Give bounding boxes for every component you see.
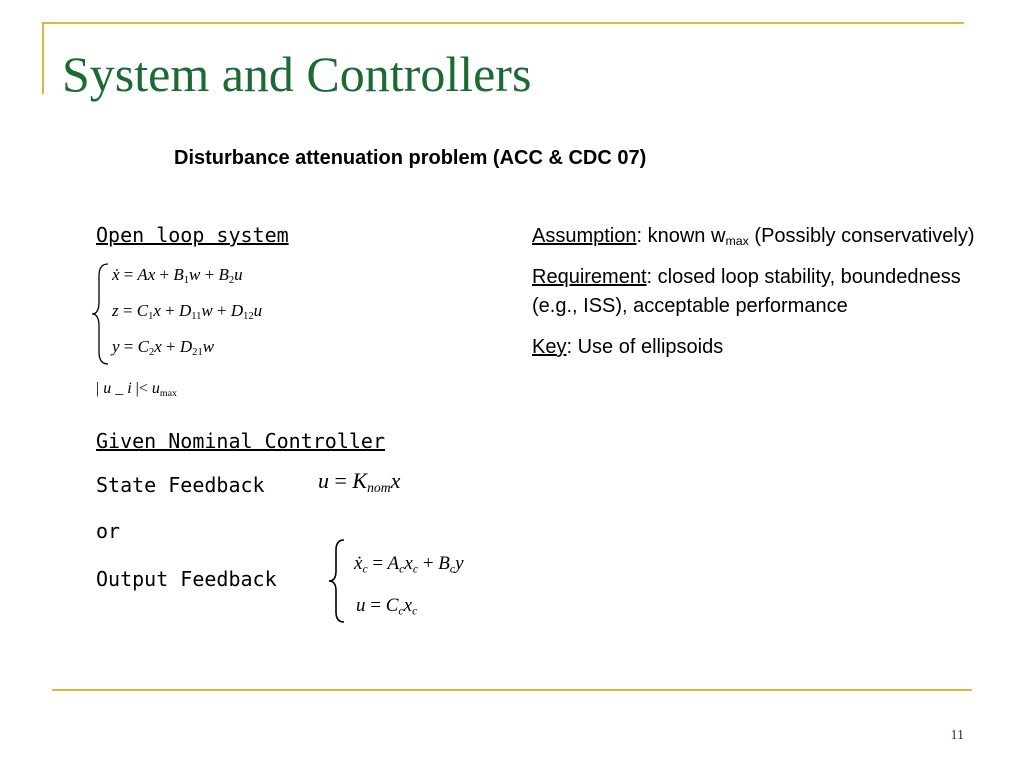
assumption-label: Assumption — [532, 225, 637, 247]
key-text: : Use of ellipsoids — [566, 336, 724, 358]
output-equation-y: $y = C_2x + D_{21}w$ — [112, 337, 215, 359]
assumption-text-post: (Possibly conservatively) — [748, 225, 975, 247]
controller-output-equation: $u = C_cx_c$ — [356, 595, 418, 618]
input-bound-constraint: | u _ i |< $u_{max}$ — [96, 380, 177, 399]
slide-subtitle: Disturbance attenuation problem (ACC & CDC 07) — [174, 147, 647, 169]
requirement-text: : closed loop stability, boundedness (e.g., ISS), acceptable performance — [532, 266, 961, 317]
state-feedback-label: State Feedback — [96, 473, 265, 497]
key-paragraph — [532, 333, 982, 362]
bottom-border-line — [52, 689, 972, 691]
top-border-line — [42, 22, 964, 24]
state-equation-xdot: ẋ = $Ax + B_1w + B_2u$ — [112, 265, 243, 287]
state-feedback-law: $u = K_{nom}x$ — [318, 468, 401, 496]
requirement-label: Requirement — [532, 266, 647, 288]
or-label: or — [96, 519, 121, 543]
output-equation-z: $z = C_1x + D_{11}w + D_{12}u$ — [112, 301, 263, 323]
requirement-paragraph — [532, 263, 982, 321]
output-feedback-label: Output Feedback — [96, 567, 277, 591]
state-equations — [112, 258, 262, 366]
left-brace-icon — [90, 262, 112, 366]
left-border-line — [42, 22, 44, 94]
open-loop-heading: Open loop system — [96, 223, 289, 247]
assumption-paragraph — [532, 222, 982, 251]
assumption-subscript: max — [725, 234, 749, 249]
left-brace-icon — [326, 538, 350, 624]
slide-title: System and Controllers — [62, 46, 532, 102]
key-label: Key — [532, 336, 567, 358]
assumption-text: : known w — [636, 225, 726, 247]
page-number: 11 — [950, 728, 964, 743]
right-column — [532, 222, 982, 374]
controller-state-equation: $ẋ_c = A_cx_c + B_cy$ — [354, 553, 464, 576]
given-nominal-heading: Given Nominal Controller — [96, 429, 385, 453]
